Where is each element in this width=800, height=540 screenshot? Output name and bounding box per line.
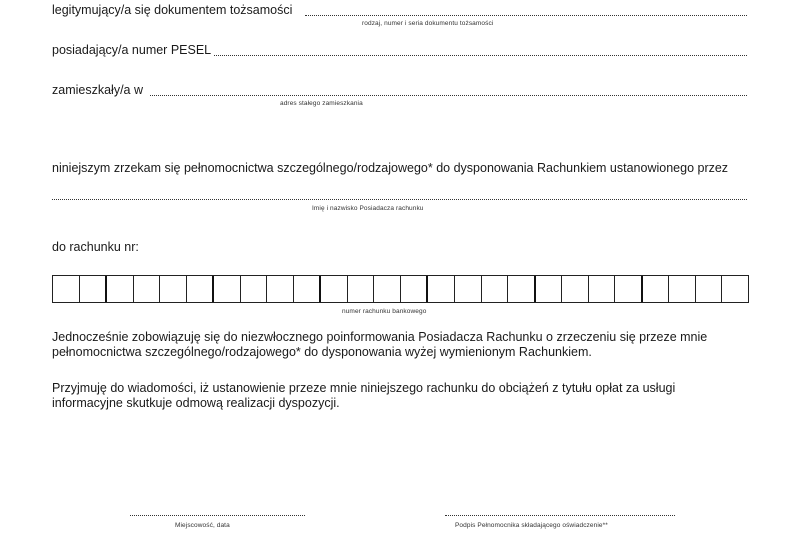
notification-line-1: Jednocześnie zobowiązuję się do niezwłocznego poinformowania Posiadacza Rachunku o zrzeczeniu się przeze mnie [52, 330, 708, 344]
place-date-field[interactable] [130, 515, 305, 516]
account-digit-box[interactable] [105, 276, 133, 302]
address-label: zamieszkały/a w [52, 83, 143, 97]
account-holder-hint: Imię i nazwisko Posiadacza rachunku [312, 205, 424, 212]
address-field[interactable] [150, 95, 747, 96]
account-digit-box[interactable] [79, 276, 106, 302]
account-digit-box[interactable] [212, 276, 240, 302]
id-document-field[interactable] [305, 15, 747, 16]
notification-paragraph [52, 330, 749, 360]
account-digit-box[interactable] [534, 276, 562, 302]
fees-line-1: Przyjmuję do wiadomości, iż ustanowienie przeze mnie niniejszego rachunku do obciążeń z tytułu opłat za usługi [52, 381, 676, 395]
account-digit-box[interactable] [319, 276, 347, 302]
account-digit-box[interactable] [561, 276, 588, 302]
account-digit-box[interactable] [347, 276, 374, 302]
fees-paragraph [52, 381, 749, 411]
renunciation-text: niniejszym zrzekam się pełnomocnictwa szczególnego/rodzajowego* do dysponowania Rachunkiem ustanowionego przez [52, 161, 729, 175]
account-digit-box[interactable] [293, 276, 320, 302]
account-digit-box[interactable] [588, 276, 615, 302]
account-digit-box[interactable] [481, 276, 508, 302]
pesel-label: posiadający/a numer PESEL [52, 43, 212, 57]
signature-field[interactable] [445, 515, 675, 516]
account-digit-box[interactable] [426, 276, 454, 302]
id-document-hint: rodzaj, numer i seria dokumentu tożsamości [362, 20, 494, 27]
account-digit-box[interactable] [641, 276, 669, 302]
notification-line-2: pełnomocnictwa szczególnego/rodzajowego* do dysponowania wyżej wymienionym Rachunkiem. [52, 345, 592, 359]
account-digit-box[interactable] [454, 276, 481, 302]
account-digit-box[interactable] [266, 276, 293, 302]
account-label: do rachunku nr: [52, 240, 139, 254]
id-document-label: legitymujący/a się dokumentem tożsamości [52, 3, 293, 17]
account-number-boxes[interactable] [52, 275, 749, 303]
place-date-label: Miejscowość, data [175, 522, 230, 529]
account-digit-box[interactable] [240, 276, 267, 302]
account-digit-box[interactable] [373, 276, 400, 302]
account-hint: numer rachunku bankowego [342, 308, 427, 315]
account-digit-box[interactable] [614, 276, 641, 302]
pesel-field[interactable] [214, 55, 747, 56]
account-digit-box[interactable] [668, 276, 695, 302]
signature-label: Podpis Pełnomocnika składającego oświadczenie** [455, 522, 608, 529]
account-digit-box[interactable] [695, 276, 722, 302]
fees-line-2: informacyjne skutkuje odmową realizacji dyspozycji. [52, 396, 340, 410]
account-holder-field[interactable] [52, 199, 747, 200]
account-digit-box[interactable] [133, 276, 160, 302]
account-digit-box[interactable] [721, 276, 748, 302]
account-digit-box[interactable] [400, 276, 427, 302]
account-digit-box[interactable] [159, 276, 186, 302]
account-digit-box[interactable] [186, 276, 213, 302]
account-digit-box[interactable] [53, 276, 79, 302]
account-digit-box[interactable] [507, 276, 534, 302]
address-hint: adres stałego zamieszkania [280, 100, 363, 107]
